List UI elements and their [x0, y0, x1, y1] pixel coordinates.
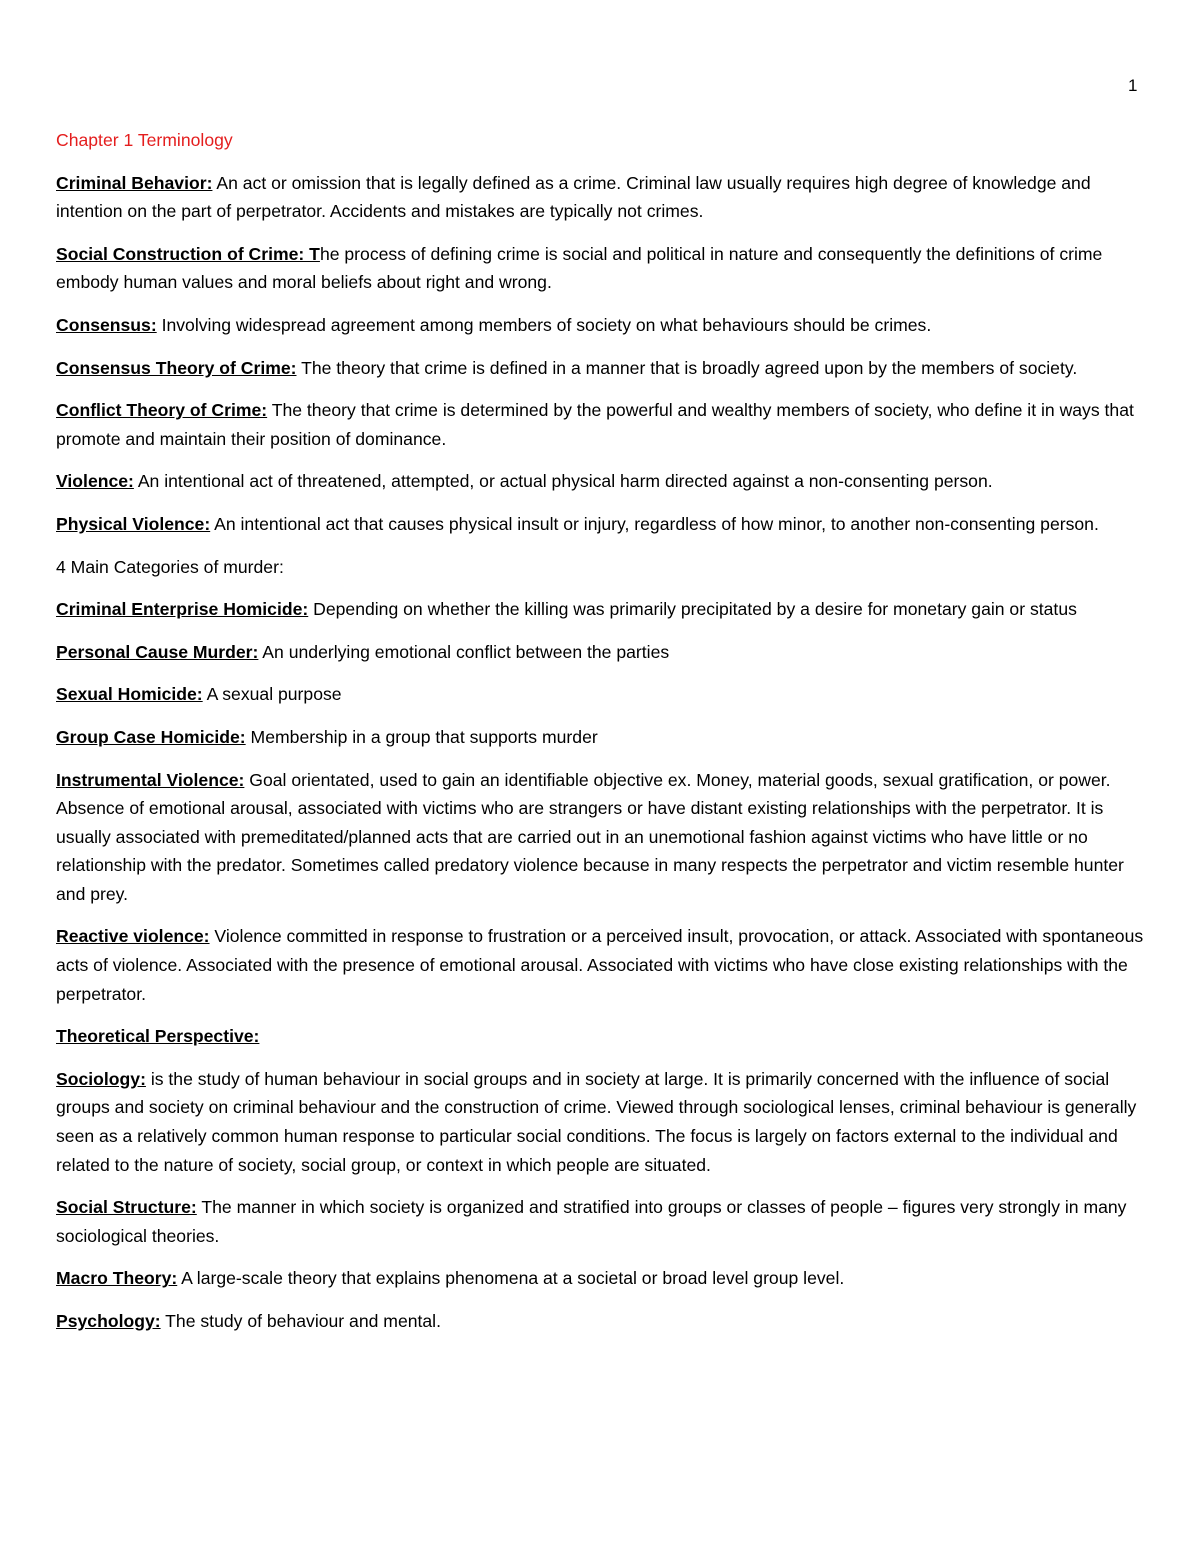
definition-term: Physical Violence:: [56, 513, 211, 534]
definition-text: An intentional act of threatened, attempted, or actual physical harm directed against a non-consenting person.: [133, 471, 993, 492]
definition-term: Sociology:: [56, 1068, 146, 1089]
definition-term: Group Case Homicide:: [56, 726, 246, 747]
definition-term: Instrumental Violence:: [56, 769, 245, 790]
definition-term: Sexual Homicide:: [56, 684, 203, 705]
definition-term: Psychology:: [56, 1311, 161, 1331]
definition-text: Involving widespread agreement among members of society on what behaviours should be crimes.: [156, 314, 932, 335]
document-body: [56, 126, 1146, 1350]
definition-entry: [56, 467, 1146, 496]
definition-entry: [56, 1307, 1146, 1336]
definition-term: Criminal Enterprise Homicide:: [56, 599, 309, 620]
definition-text: The theory that crime is determined by the powerful and wealthy members of society, who define it in ways that promote and maintain their position of dominance.: [56, 400, 1134, 449]
definition-entry: [56, 311, 1146, 340]
definition-entry: [56, 595, 1146, 624]
definition-text: he process of defining crime is social and political in nature and consequently the definitions of crime embody human values and moral beliefs about right and wrong.: [56, 243, 1103, 293]
chapter-title: Chapter 1 Terminology: [56, 130, 233, 150]
definition-entry: [56, 240, 1146, 297]
definition-text: A sexual purpose: [202, 684, 342, 705]
definition-entry: [56, 1065, 1146, 1179]
definition-text: is the study of human behaviour in social groups and in society at large. It is primarily concerned with the influence of social groups and society on criminal behaviour and the construction of crime. Viewed through sociological lenses, criminal behaviour is generally seen as a relatively common human response to particular social conditions. The focus is largely on factors external to the individual and related to the nature of society, social group, or context in which people are situated.: [56, 1068, 1137, 1175]
definition-entry: [56, 723, 1146, 752]
definition-text: The manner in which society is organized and stratified into groups or classes of people – figures very strongly in many sociological theories.: [56, 1197, 1127, 1246]
definitions-top: [56, 169, 1146, 539]
definition-entry: [56, 510, 1146, 539]
theoretical-heading: Theoretical Perspective:: [56, 1026, 260, 1047]
definition-entry: [56, 1264, 1146, 1293]
definitions-theory: [56, 1065, 1146, 1336]
definition-term: Consensus:: [56, 314, 157, 335]
definition-entry: [56, 922, 1146, 1008]
definition-term: Consensus Theory of Crime:: [56, 357, 297, 378]
definition-entry: [56, 354, 1146, 383]
definition-entry: [56, 396, 1146, 453]
definitions-murder: [56, 595, 1146, 1008]
definition-term: Conflict Theory of Crime:: [56, 400, 268, 421]
definition-entry: [56, 1193, 1146, 1250]
definition-term: Reactive violence:: [56, 926, 210, 947]
definition-text: An underlying emotional conflict between the parties: [258, 641, 670, 662]
definition-entry: [56, 169, 1146, 226]
page-number: 1: [1128, 76, 1138, 95]
definition-term: Social Structure:: [56, 1197, 197, 1218]
definition-term: Violence:: [56, 471, 134, 492]
definition-term: Personal Cause Murder:: [56, 641, 259, 662]
definition-entry: [56, 766, 1146, 909]
murder-categories-heading: 4 Main Categories of murder:: [56, 556, 284, 577]
definition-text: Violence committed in response to frustration or a perceived insult, provocation, or attack. Associated with spontaneous acts of violence. Associated with the presence of emotional arousal. Associated with victims who have close existing relationships with the perpetrator.: [56, 926, 1144, 1004]
definition-text: Membership in a group that supports murder: [245, 726, 598, 747]
definition-term: Criminal Behavior:: [56, 172, 213, 193]
definition-text: An act or omission that is legally defined as a crime. Criminal law usually requires high degree of knowledge and intention on the part of perpetrator. Accidents and mistakes are typically not crimes.: [56, 172, 1091, 222]
definition-text: Depending on whether the killing was primarily precipitated by a desire for monetary gain or status: [308, 599, 1077, 620]
definition-entry: [56, 680, 1146, 709]
definition-term: Social Construction of Crime: T: [56, 243, 320, 264]
definition-text: The study of behaviour and mental.: [160, 1311, 441, 1331]
definition-text: An intentional act that causes physical insult or injury, regardless of how minor, to another non-consenting person.: [210, 513, 1099, 534]
theoretical-heading-paragraph: [56, 1022, 1146, 1051]
definition-term: Macro Theory:: [56, 1268, 178, 1289]
definition-entry: [56, 638, 1146, 667]
definition-text: Goal orientated, used to gain an identifiable objective ex. Money, material goods, sexual gratification, or power. Absence of emotional arousal, associated with victims who are strangers or have distant existing relationships with the perpetrator. It is usually associated with premeditated/planned acts that are carried out in an unemotional fashion against victims who have little or no relationship with the predator. Sometimes called predatory violence because in many respects the perpetrator and victim resemble hunter and prey.: [56, 769, 1124, 904]
definition-text: A large-scale theory that explains phenomena at a societal or broad level group level.: [177, 1268, 845, 1289]
definition-text: The theory that crime is defined in a manner that is broadly agreed upon by the members of society.: [296, 357, 1078, 378]
